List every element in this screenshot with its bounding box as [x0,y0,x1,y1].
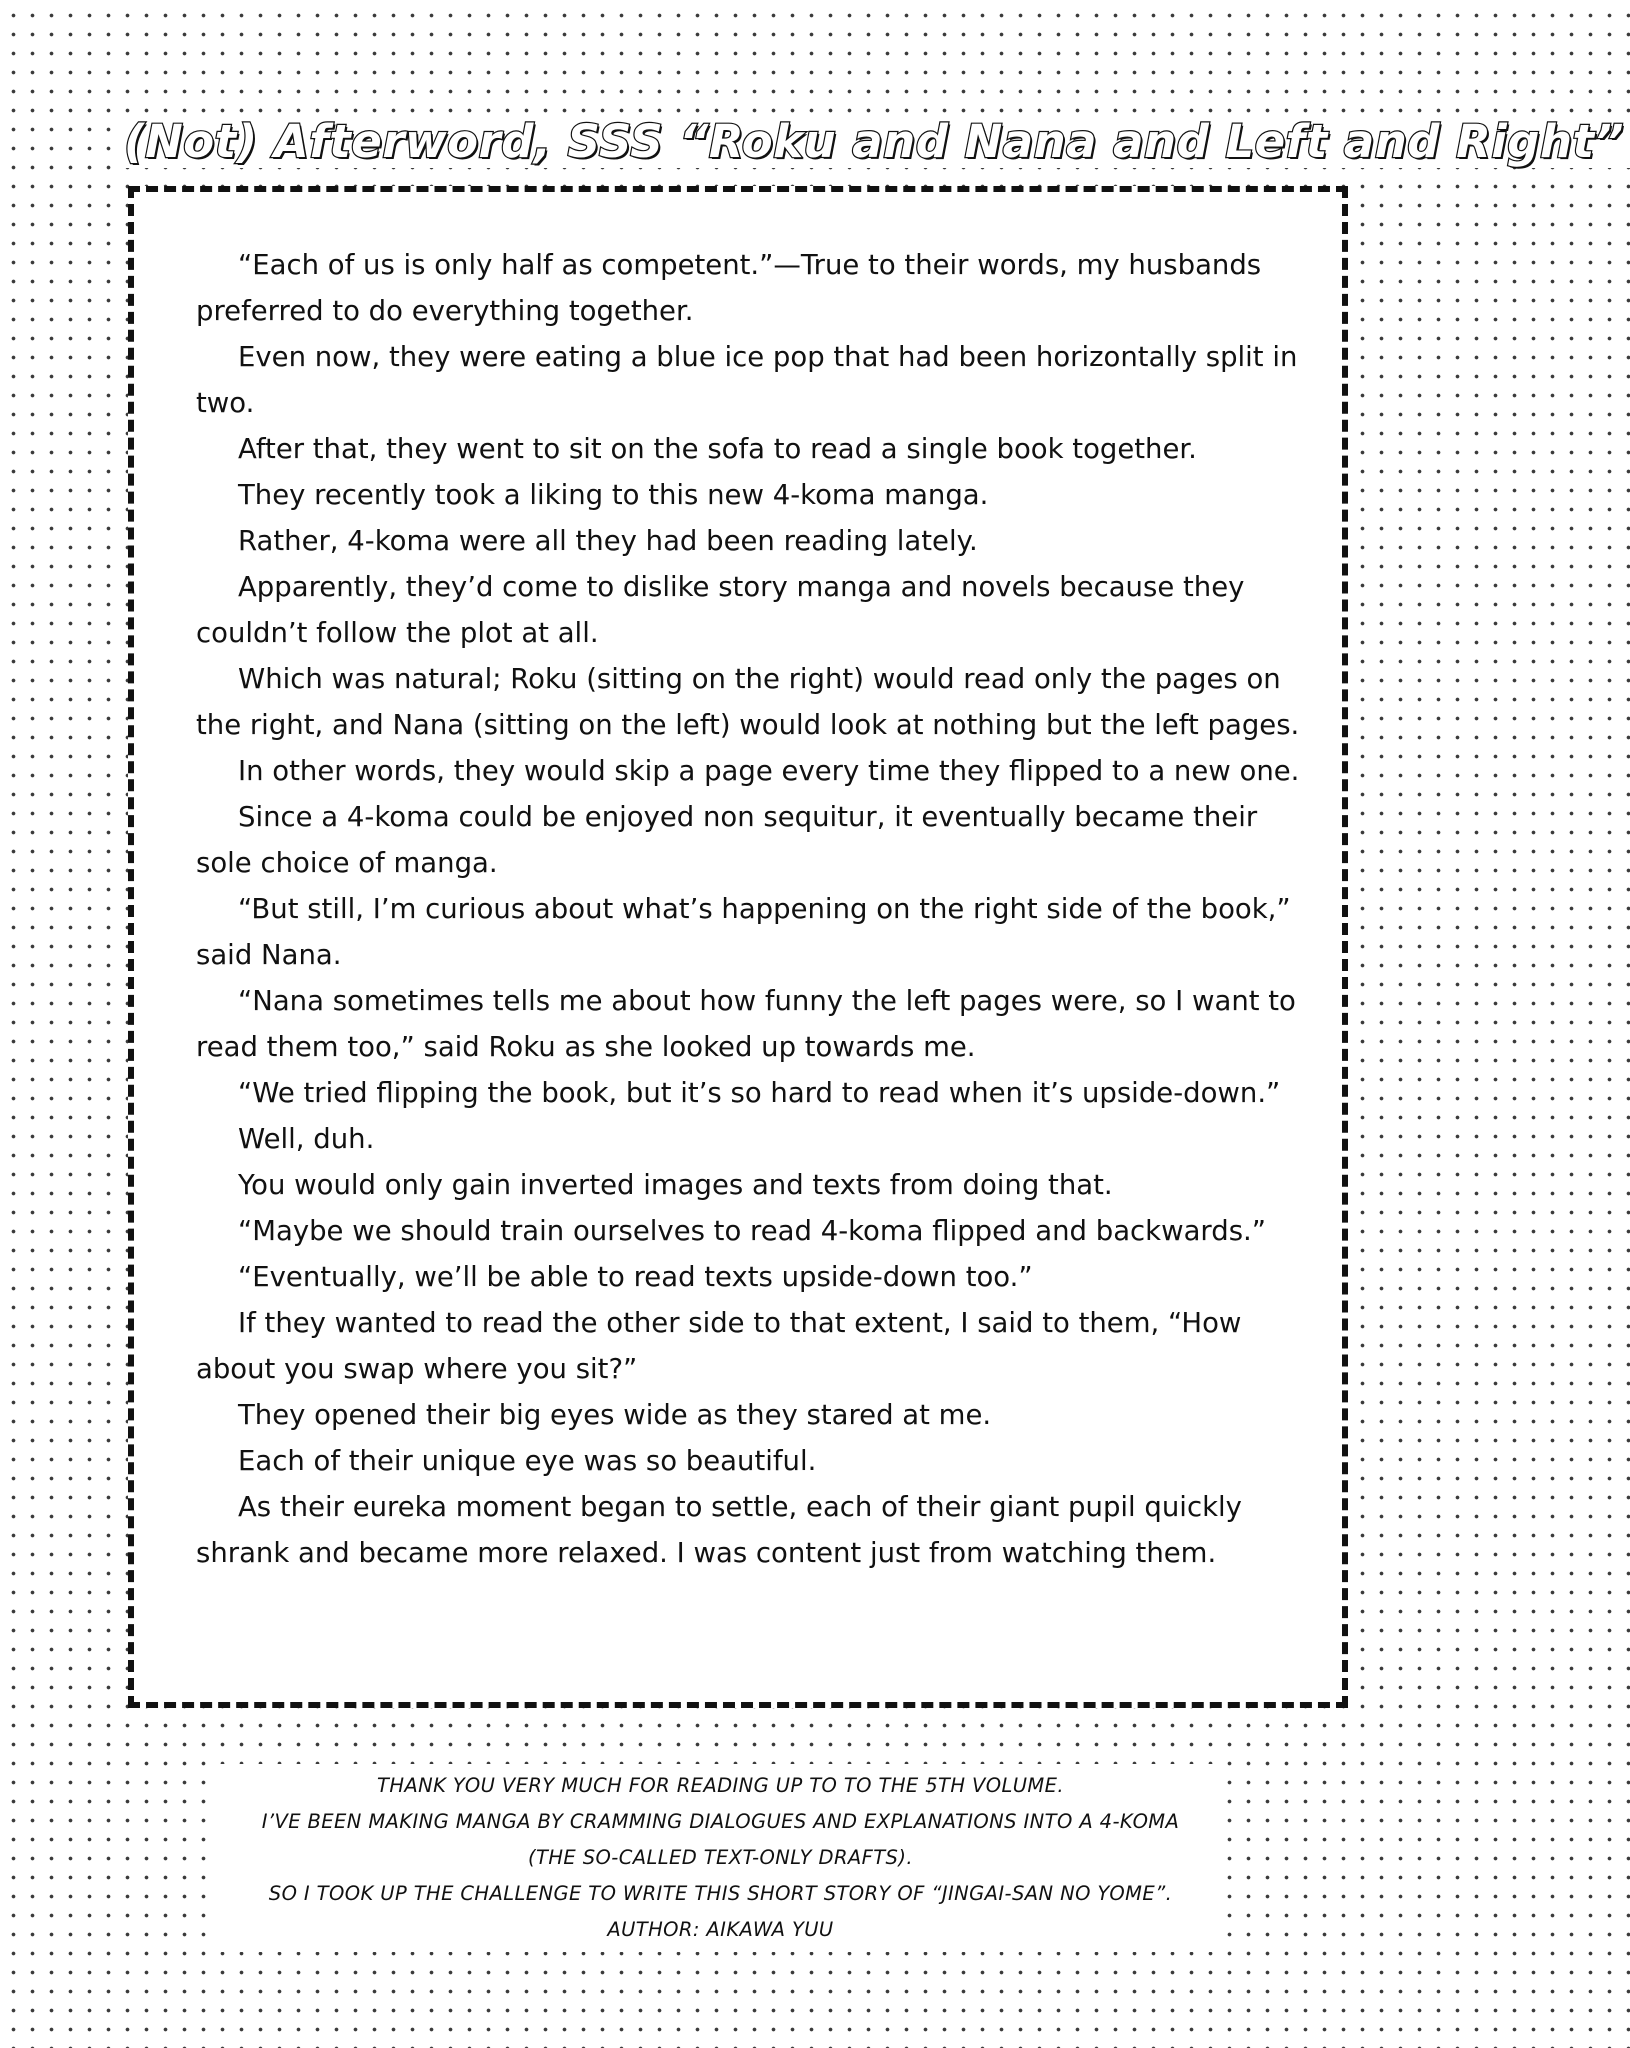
story-paragraph: “But still, I’m curious about what’s happening on the right side of the book,” said Nana. [196,893,1291,971]
story-paragraph: They opened their big eyes wide as they stared at me. [238,1399,992,1431]
story-paragraph: After that, they went to sit on the sofa to read a single book together. [238,433,1197,465]
story-text [196,242,1306,1576]
story-paragraph: Even now, they were eating a blue ice pop that had been horizontally split in two. [196,341,1298,419]
author-note-line: (THE SO-CALLED TEXT-ONLY DRAFTS). [528,1846,913,1869]
author-note-line: I’VE BEEN MAKING MANGA BY CRAMMING DIALOGUES AND EXPLANATIONS INTO A 4-KOMA [261,1810,1180,1833]
story-paragraph: Since a 4-koma could be enjoyed non sequitur, it eventually became their sole choice of manga. [196,801,1258,879]
story-paragraph: “Nana sometimes tells me about how funny the left pages were, so I want to read them too,” said Roku as she looked up towards me. [196,985,1296,1063]
title-banner [118,104,1624,178]
story-paragraph: “Eventually, we’ll be able to read texts upside-down too.” [238,1261,1033,1293]
page-title: (Not) Afterword, SSS “Roku and Nana and Left and Right” [118,115,1630,168]
story-paragraph: As their eureka moment began to settle, each of their giant pupil quickly shrank and became more relaxed. I was content just from watching them. [196,1491,1242,1569]
story-paragraph: In other words, they would skip a page every time they flipped to a new one. [238,755,1300,787]
story-paragraph: Apparently, they’d come to dislike story manga and novels because they couldn’t follow the plot at all. [196,571,1245,649]
story-paragraph: “We tried flipping the book, but it’s so hard to read when it’s upside-down.” [238,1077,1281,1109]
story-box [128,186,1348,1708]
story-paragraph: They recently took a liking to this new 4-koma manga. [238,479,989,511]
story-paragraph: “Maybe we should train ourselves to read 4-koma flipped and backwards.” [238,1215,1267,1247]
author-credit: AUTHOR: AIKAWA YUU [607,1918,834,1941]
author-note-line: SO I TOOK UP THE CHALLENGE TO WRITE THIS SHORT STORY OF “JINGAI-SAN NO YOME”. [268,1882,1173,1905]
story-paragraph: “Each of us is only half as competent.”—True to their words, my husbands preferred to do everything together. [196,249,1262,327]
author-note-line: THANK YOU VERY MUCH FOR READING UP TO TO THE 5TH VOLUME. [377,1774,1064,1797]
story-paragraph: Which was natural; Roku (sitting on the right) would read only the pages on the right, and Nana (sitting on the left) would look at nothing but the left pages. [196,663,1300,741]
story-paragraph: You would only gain inverted images and texts from doing that. [238,1169,1113,1201]
story-paragraph: Each of their unique eye was so beautiful. [238,1445,817,1477]
author-note [220,1764,1221,1952]
story-paragraph: If they wanted to read the other side to that extent, I said to them, “How about you swap where you sit?” [196,1307,1242,1385]
story-paragraph: Rather, 4-koma were all they had been reading lately. [238,525,978,557]
story-paragraph: Well, duh. [238,1123,375,1155]
